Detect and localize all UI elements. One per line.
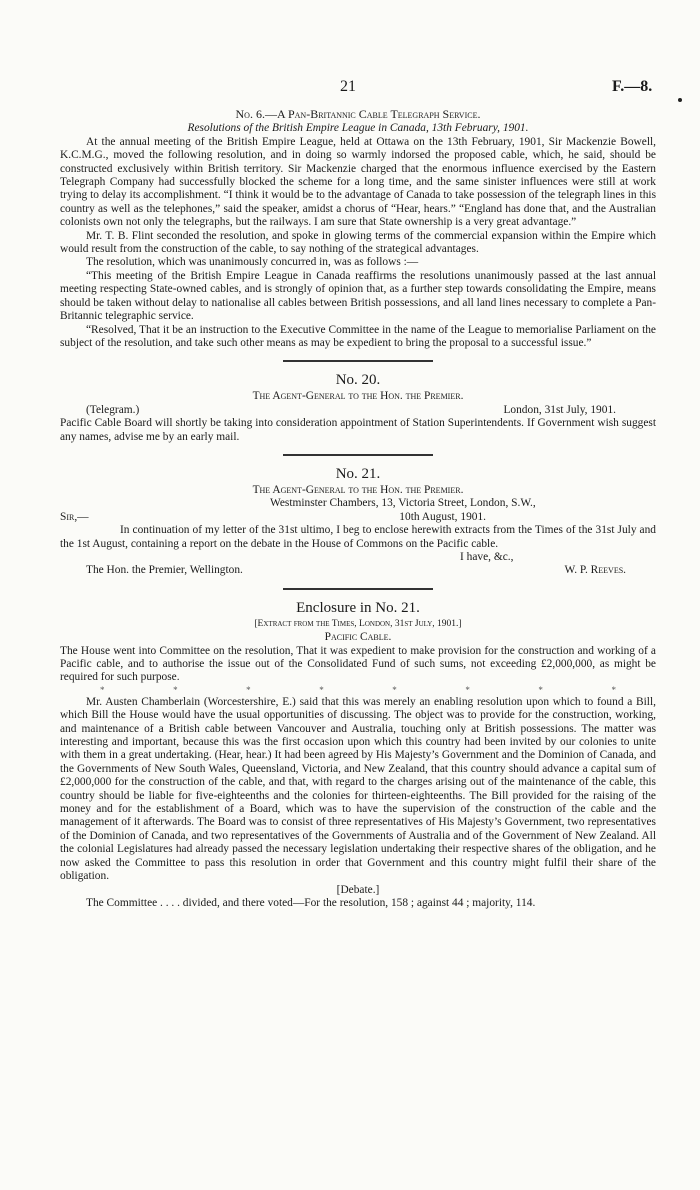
section-6-paragraph: The resolution, which was unanimously concurred in, was as follows :—	[86, 256, 419, 269]
section-6-paragraph: At the annual meeting of the British Empire League, held at Ottawa on the 13th February, 1901, Sir Mackenzie Bowell, K.C.M.G., moved the following resolution, and in doing so warmly indorsed the proposed cable, which, he said, should be constructed exclusively within British territory. Sir Mackenzie charged that the enormous influence exercised by the Eastern Telegraph Company had successfully blocked the scheme for a long time, and the same sinister influences were still at work trying to delay its accomplishment. “I think it would be to the advantage of Canada to take possession of the telegraph lines in this country as well as the telephones,” said the speaker, amidst a chorus of “Hear, hears.” “England has done that, and the Australian colonists own not only the telegraphs, but the railways. I am sure that State ownership is a very great advantage.”	[60, 135, 656, 229]
debate-marker: [Debate.]	[336, 883, 380, 896]
section-20-place-date: London, 31st July, 1901.	[503, 403, 616, 416]
enclosure-paragraph: Mr. Austen Chamberlain (Worcestershire, E.) said that this was merely an enabling resolution upon which to found a Bill, which Bill the House would have the usual opportunities of discussing. The object was to provide for the construction, working, and maintenance of a British cable between Vancouver and Australia, touching only at British possessions. The matter was interesting and important, because this was the first occasion upon which this country had been invited by our colonies to unite with them in a great undertaking. (Hear, hear.) It had been agreed by His Majesty’s Government and the Dominion of Canada, and the Governments of New South Wales, Queensland, Victoria, and New Zealand, that this country should advance a capital sum of £2,000,000 for the construction of the cable, and that, with regard to the charges arising out of the maintenance of the cable, this country should be liable for five-eighteenths and the colonies for thirteen-eighteenths. The Bill provided for the raising of the money and for the establishment of a Board, which was to have the supervision of the construction of the cable and the management of it afterwards. The Board was to consist of three representatives of His Majesty’s Government, two representatives of the Dominion of Canada, and two representatives of the Governments of Australia and of the Government of New Zealand. All the colonial Legislatures had already passed the necessary legislation undertaking their respective shares of the obligation, and he now asked the Committee to pass this resolution in order that Government and this country might fulfil their share of the obligation.	[60, 695, 656, 883]
document-reference: F.—8.	[612, 78, 653, 95]
enclosure-heading: Pacific Cable.	[324, 631, 392, 644]
section-21-signature: W. P. Reeves.	[564, 564, 626, 577]
section-divider	[283, 360, 433, 362]
section-21-body: In continuation of my letter of the 31st ultimo, I beg to enclose herewith extracts from the Times of the 31st July and the 1st August, containing a report on the debate in the House of Commons on the Pacific cable.	[60, 524, 656, 550]
section-21-address: Westminster Chambers, 13, Victoria Street, London, S.W.,	[270, 497, 536, 510]
margin-dot	[678, 98, 682, 102]
star-mark: *	[100, 684, 105, 695]
section-20-number: No. 20.	[335, 372, 381, 389]
section-20-from-to: The Agent-General to the Hon. the Premier.	[252, 390, 464, 403]
enclosure-source: [Extract from the Times, London, 31st July, 1901.]	[254, 618, 462, 629]
section-6-title: No. 6.—A Pan-Britannic Cable Telegraph Service.	[235, 107, 481, 121]
page-content	[60, 108, 656, 910]
enclosure-paragraph: The Committee . . . . divided, and there voted—For the resolution, 158 ; against 44 ; majority, 114.	[86, 896, 536, 909]
star-mark: *	[173, 684, 178, 695]
omission-stars	[60, 685, 656, 696]
section-20-form: (Telegram.)	[86, 403, 140, 416]
section-divider	[283, 588, 433, 590]
section-21-addressee: The Hon. the Premier, Wellington.	[86, 564, 243, 577]
section-6-subtitle: Resolutions of the British Empire League in Canada, 13th February, 1901.	[187, 122, 529, 135]
star-mark: *	[465, 684, 470, 695]
enclosure-title: Enclosure in No. 21.	[296, 599, 420, 616]
section-6-paragraph: “Resolved, That it be an instruction to the Executive Committee in the name of the League to memorialise Parliament on the subject of the resolution, and take such other means as may be expedient to bring the proposal to a successful issue.”	[60, 323, 656, 349]
enclosure-paragraph: The House went into Committee on the resolution, That it was expedient to make provision for the construction and working of a Pacific cable, and to authorise the issue out of the Consolidated Fund of such sums, not exceeding £2,000,000, as might be required for such purpose.	[60, 644, 656, 684]
section-6-paragraph: “This meeting of the British Empire League in Canada reaffirms the resolutions unanimously passed at the last annual meeting respecting State-owned cables, and is strongly of opinion that, as a further step towards consolidating the Empire, means should be taken without delay to nationalise all cables between British possessions, and all land lines necessary to complete a Pan-Britannic telegraphic service.	[60, 269, 656, 323]
section-20-body: Pacific Cable Board will shortly be taking into consideration appointment of Station Superintendents. If Government wish suggest any names, advise me by an early mail.	[60, 417, 656, 443]
section-21-number: No. 21.	[335, 465, 381, 482]
section-21-signature-row	[60, 564, 656, 577]
star-mark: *	[319, 684, 324, 695]
star-mark: *	[611, 684, 616, 695]
section-21-salutation: Sir,—	[60, 510, 89, 523]
section-21-date: 10th August, 1901.	[399, 510, 486, 523]
section-21-salutation-row	[60, 511, 656, 524]
section-20-header-row	[60, 404, 656, 417]
star-mark: *	[392, 684, 397, 695]
section-6-paragraph: Mr. T. B. Flint seconded the resolution, and spoke in glowing terms of the commercial expansion within the Empire which would result from the construction of the cable, to say nothing of the strategical advantages.	[60, 229, 656, 256]
star-mark: *	[538, 684, 543, 695]
section-21-from-to: The Agent-General to the Hon. the Premier.	[252, 483, 464, 496]
page-number: 21	[340, 78, 356, 95]
section-21-closing: I have, &c.,	[460, 550, 514, 563]
star-mark: *	[246, 684, 251, 695]
section-divider	[283, 454, 433, 456]
